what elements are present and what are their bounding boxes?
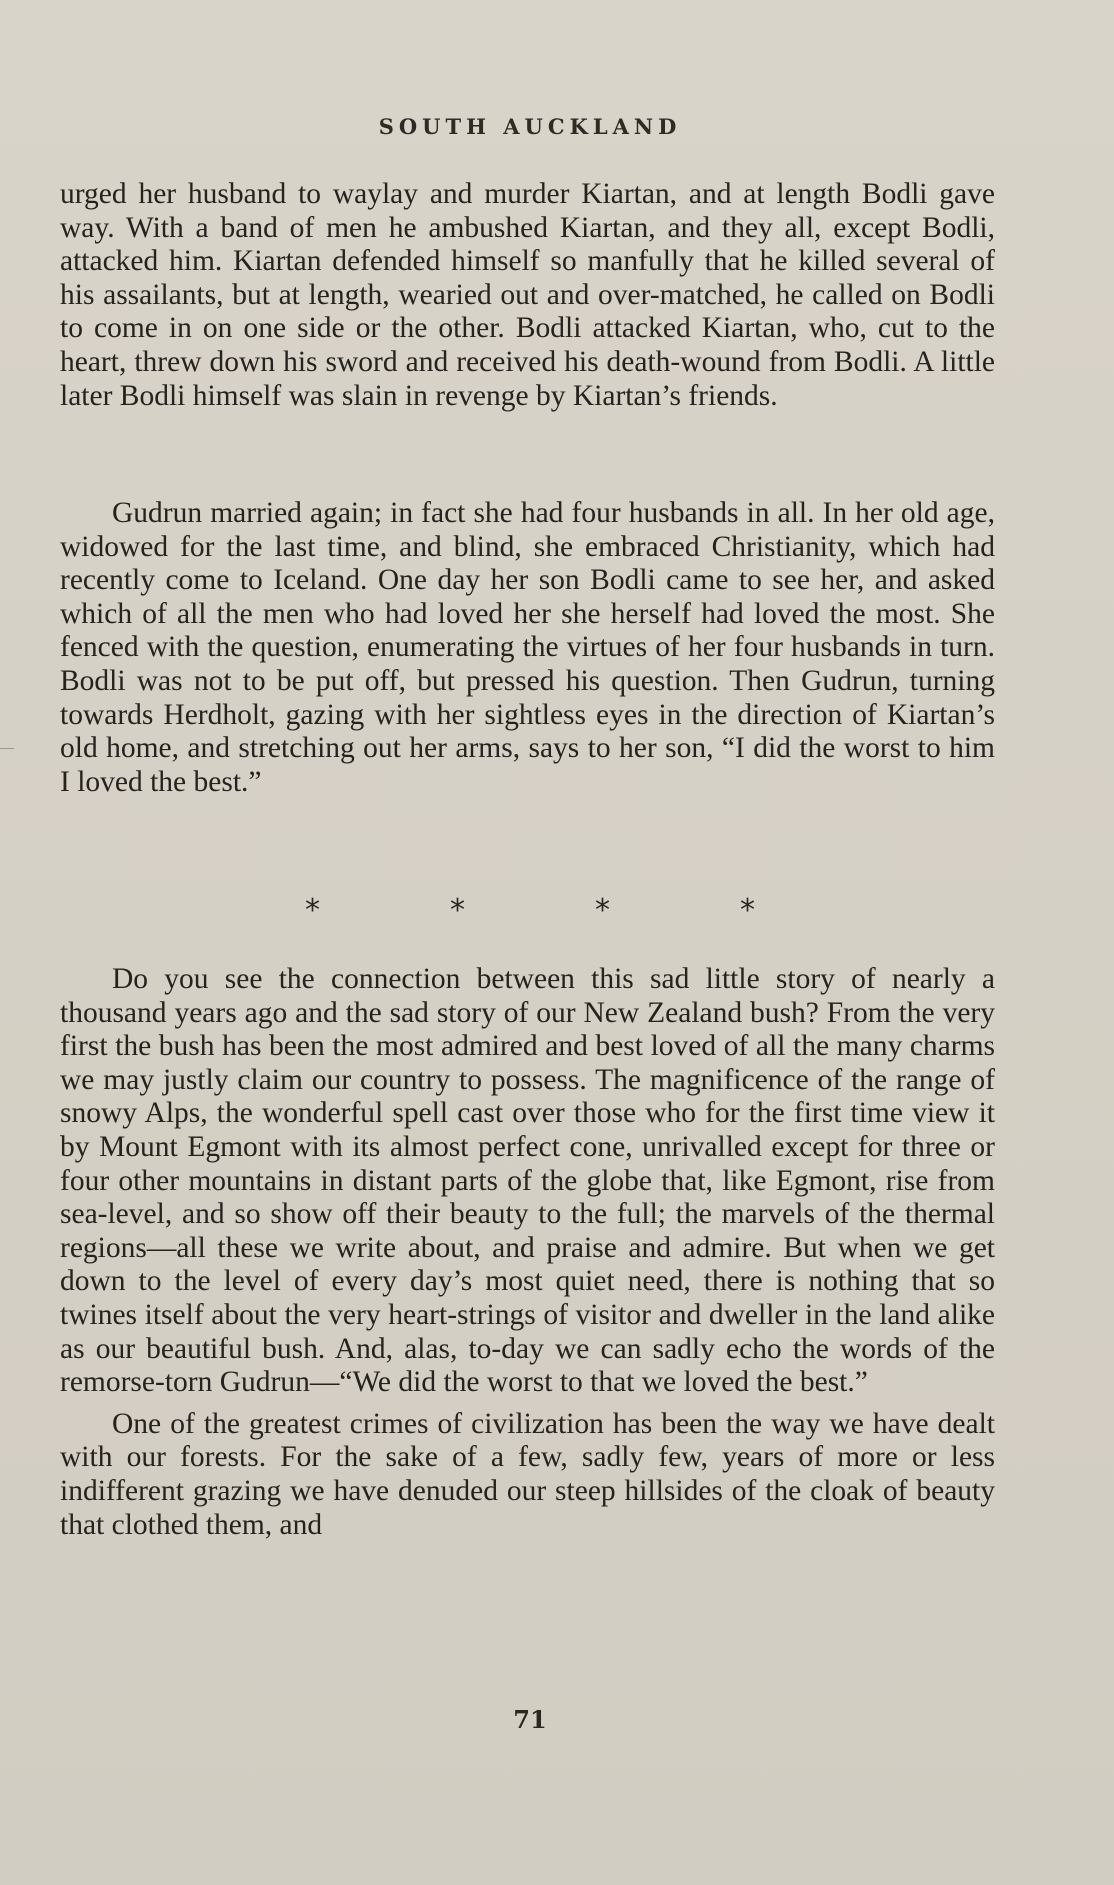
text-block-top — [60, 178, 995, 413]
asterisk: * — [595, 893, 610, 928]
asterisk: * — [450, 893, 465, 928]
paragraph-gudrun: Gudrun married again; in fact she had four husbands in all. In her old age, widowed for the last time, and blind, she embraced Christianity, which had recently come to Iceland. One day her son Bodli came to see her, and asked which of all the men who had loved her she herself had loved the most. She fenced with the question, enumerating the virtues of her four husbands in turn. Bodli was not to be put off, but pressed his question. Then Gudrun, turning towards Herdholt, gazing with her sightless eyes in the direction of Kiartan’s old home, and stretching out her arms, says to her son, “I did the worst to him I loved the best.” — [60, 497, 995, 798]
section-break — [305, 893, 755, 928]
asterisk: * — [740, 893, 755, 928]
paragraph-continued: urged her husband to waylay and murder Kiartan, and at length Bodli gave way. With a band of men he ambushed Kiartan, and they all, except Bodli, attacked him. Kiartan defended himself so manfully that he killed several of his assailants, but at length, wearied out and over-matched, he called on Bodli to come in on one side or the other. Bodli attacked Kiartan, who, cut to the heart, threw down his sword and received his death-wound from Bodli. A little later Bodli himself was slain in revenge by Kiartan’s friends. — [60, 178, 995, 412]
page-number: 71 — [513, 1705, 547, 1734]
paragraph-bush: Do you see the connection between this sad little story of nearly a thousand years ago and the sad story of our New Zealand bush? From the very first the bush has been the most admired and best loved of all the many charms we may justly claim our country to possess. The magnificence of the range of snowy Alps, the wonderful spell cast over those who for the first time view it by Mount Egmont with its almost perfect cone, unrivalled except for three or four other mountains in distant parts of the globe that, like Egmont, rise from sea-level, and so show off their beauty to the full; the marvels of the thermal regions—all these we write about, and praise and admire. But when we get down to the level of every day’s most quiet need, there is nothing that so twines itself about the very heart-strings of visitor and dweller in the land alike as our beautiful bush. And, alas, to-day we can sadly echo the words of the remorse-torn Gudrun—“We did the worst to that we loved the best.” — [60, 963, 995, 1399]
margin-mark — [0, 748, 14, 749]
asterisk: * — [305, 893, 320, 928]
text-block-bottom — [60, 963, 995, 1542]
paragraph-forests: One of the greatest crimes of civilization has been the way we have dealt with our forests. For the sake of a few, sadly few, years of more or less indifferent grazing we have denuded our steep hillsides of the cloak of beauty that clothed them, and — [60, 1407, 995, 1541]
running-head: SOUTH AUCKLAND — [378, 114, 682, 139]
text-block-middle — [60, 497, 995, 799]
